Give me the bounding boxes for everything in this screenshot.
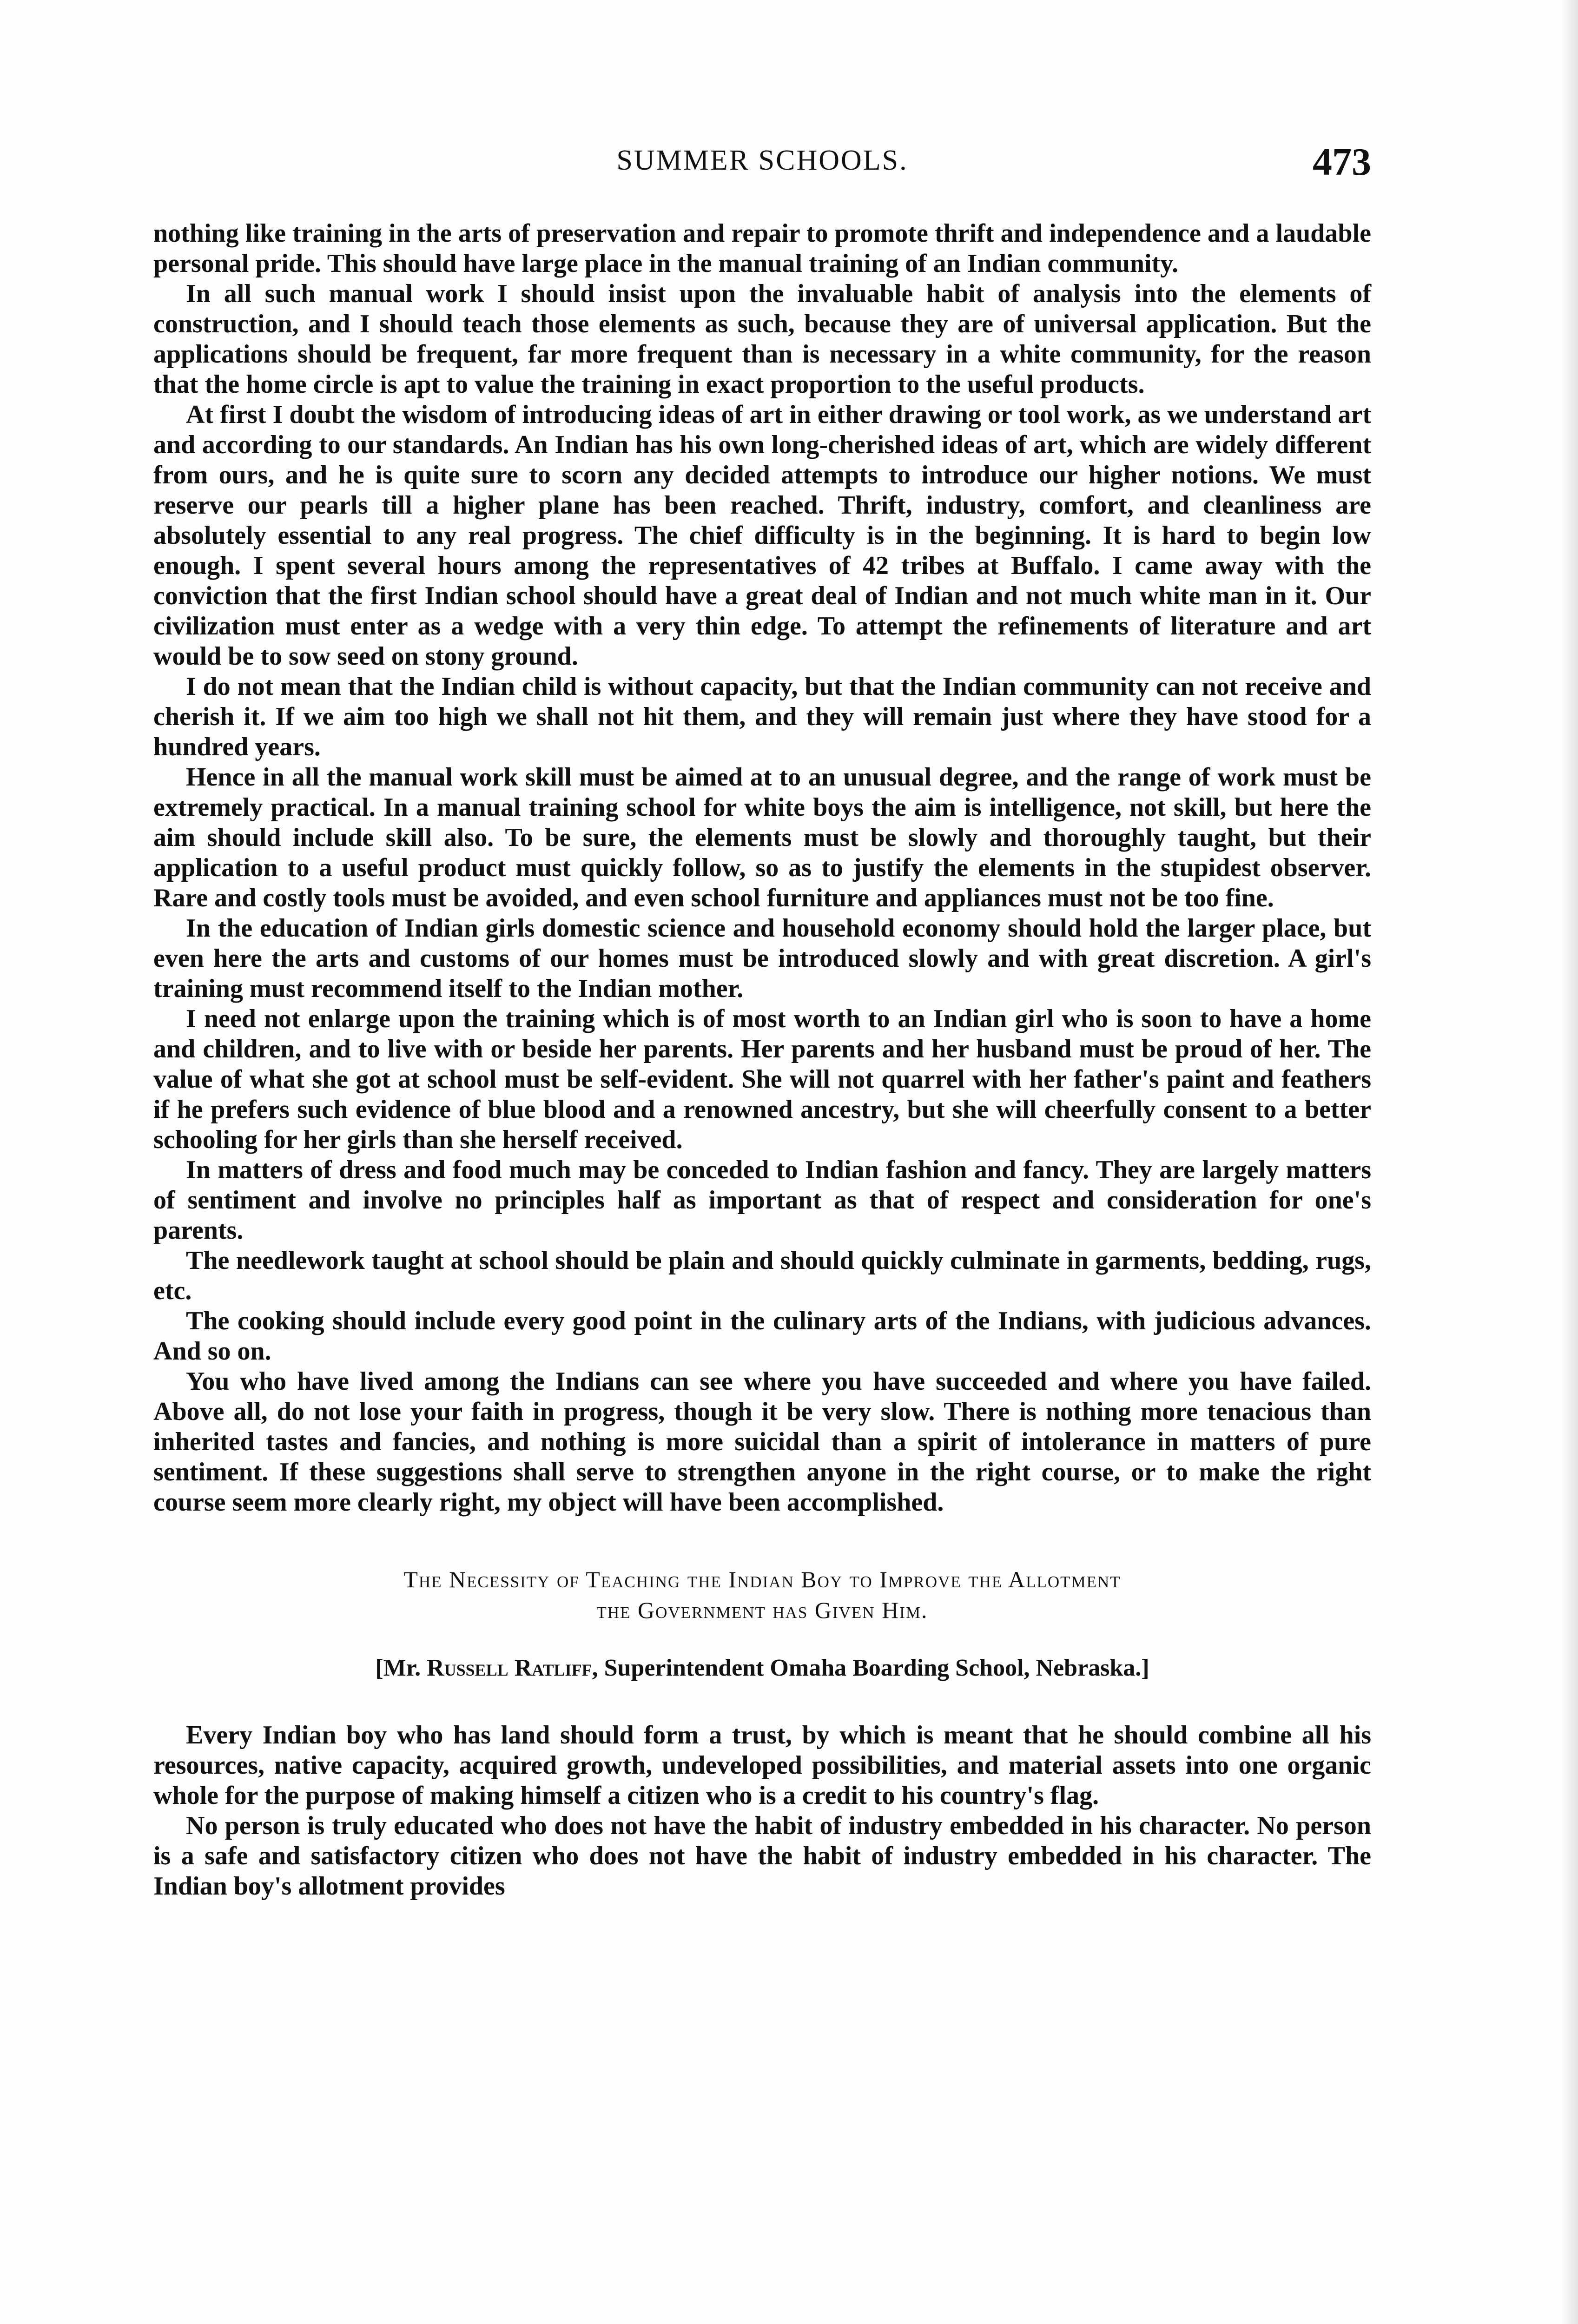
paragraph: In the education of Indian girls domestic science and household economy should hold the larger place, but even here the arts and customs of our homes must be introduced slowly and with great discretion. A girl's training must recommend itself to the Indian mother. [153, 914, 1371, 1003]
byline-author-name: Russell Ratliff [427, 1655, 592, 1681]
main-text [153, 218, 1371, 1901]
section-heading-line: The Necessity of Teaching the Indian Boy to Improve the Allotment [403, 1566, 1121, 1592]
paragraph: The cooking should include every good point in the culinary arts of the Indians, with judicious advances. And so on. [153, 1307, 1371, 1366]
running-head [153, 139, 1371, 191]
section-heading [153, 1564, 1371, 1625]
paragraph: In all such manual work I should insist upon the invaluable habit of analysis into the elements of construction, and I should teach those elements as such, because they are of universal application. But the applications should be frequent, far more frequent than is necessary in a white community, for the reason that the home circle is apt to value the training in exact proportion to the useful products. [153, 279, 1371, 399]
paragraph: You who have lived among the Indians can see where you have succeeded and where you have failed. Above all, do not lose your faith in progress, though it be very slow. There is nothing more tenacious than inherited tastes and fancies, and nothing is more suicidal than a spirit of intolerance in matters of pure sentiment. If these suggestions shall serve to strengthen anyone in the right course, or to make the right course seem more clearly right, my object will have been accomplished. [153, 1367, 1371, 1517]
author-byline [153, 1653, 1371, 1683]
page-number: 473 [1313, 140, 1371, 184]
paragraph: Hence in all the manual work skill must be aimed at to an unusual degree, and the range of work must be extremely practical. In a manual training school for white boys the aim is intelligence, not skill, but here the aim should include skill also. To be sure, the elements must be slowly and thoroughly taught, but their application to a useful product must quickly follow, so as to justify the elements in the stupidest observer. Rare and costly tools must be avoided, and even school furniture and appliances must not be too fine. [153, 763, 1371, 912]
paragraph: I need not enlarge upon the training which is of most worth to an Indian girl who is soon to have a home and children, and to live with or beside her parents. Her parents and her husband must be proud of her. The value of what she got at school must be self-evident. She will not quarrel with her father's paint and feathers if he prefers such evidence of blue blood and a renowned ancestry, but she will cheerfully consent to a better schooling for her girls than she herself received. [153, 1004, 1371, 1154]
paragraph: At first I doubt the wisdom of introducing ideas of art in either drawing or tool work, as we understand art and according to our standards. An Indian has his own long-cherished ideas of art, which are widely different from ours, and he is quite sure to scorn any decided attempts to introduce our higher notions. We must reserve our pearls till a higher plane has been reached. Thrift, industry, comfort, and cleanliness are absolutely essential to any real progress. The chief difficulty is in the beginning. It is hard to begin low enough. I spent several hours among the representatives of 42 tribes at Buffalo. I came away with the conviction that the first Indian school should have a great deal of Indian and not much white man in it. Our civilization must enter as a wedge with a very thin edge. To attempt the refinements of literature and art would be to sow seed on stony ground. [153, 400, 1371, 671]
paragraph: Every Indian boy who has land should form a trust, by which is meant that he should combine all his resources, native capacity, acquired growth, undeveloped possibilities, and material assets into one organic whole for the purpose of making himself a citizen who is a credit to his country's flag. [153, 1721, 1371, 1810]
section-heading-line: the Government has Given Him. [596, 1597, 928, 1623]
byline-affiliation: , Superintendent Omaha Boarding School, Nebraska.] [592, 1655, 1149, 1681]
page-edge-shadow [1559, 0, 1578, 2324]
paragraph: No person is truly educated who does not have the habit of industry embedded in his character. No person is a safe and satisfactory citizen who does not have the habit of industry embedded in his character. The Indian boy's allotment provides [153, 1811, 1371, 1901]
paragraph: The needlework taught at school should be plain and should quickly culminate in garments, bedding, rugs, etc. [153, 1246, 1371, 1305]
running-title: SUMMER SCHOOLS. [616, 145, 908, 176]
paragraph: In matters of dress and food much may be conceded to Indian fashion and fancy. They are largely matters of sentiment and involve no principles half as important as that of respect and consideration for one's parents. [153, 1155, 1371, 1245]
paragraph: I do not mean that the Indian child is without capacity, but that the Indian community can not receive and cherish it. If we aim too high we shall not hit them, and they will remain just where they have stood for a hundred years. [153, 672, 1371, 761]
byline-prefix: [Mr. [375, 1655, 427, 1681]
paragraph-continued: nothing like training in the arts of preservation and repair to promote thrift and independence and a laudable personal pride. This should have large place in the manual training of an Indian community. [153, 219, 1371, 278]
